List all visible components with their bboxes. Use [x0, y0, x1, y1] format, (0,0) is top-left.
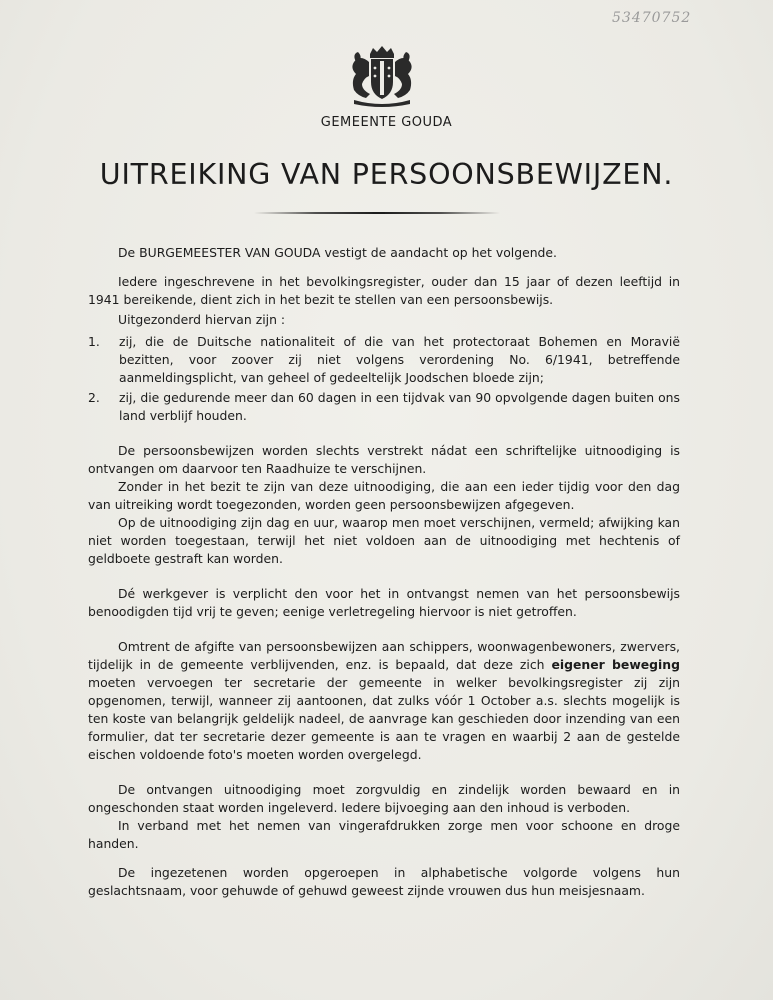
list-item [88, 389, 680, 425]
municipality-heading: GEMEENTE GOUDA [320, 115, 453, 130]
notice-body [88, 244, 680, 900]
intro-text: vestigt de aandacht op het volgende. [324, 245, 557, 260]
page-title: UITREIKING VAN PERSOONSBEWIJZEN. [99, 158, 674, 191]
paragraph-alphabetical: De ingezetenen worden opgeroepen in alphabetische volgorde volgens hun geslachtsnaam, voor gehuwde of gehuwd geweest zijnde vrouwen dus hun meisjesnaam. [88, 865, 680, 898]
paragraph-fingerprints: In verband met het nemen van vingerafdrukken zorge men voor schoone en droge handen. [88, 818, 680, 851]
skippers-text-a: Omtrent de afgifte van persoonsbewijzen aan schippers, woonwagenbewoners, zwervers, tijdelijk in de gemeente verblijvenden, enz. is bepaald, dat deze zich [88, 639, 680, 672]
list-number: 1. [88, 334, 100, 349]
paragraph-date-time: Op de uitnoodiging zijn dag en uur, waarop men moet verschijnen, vermeld; afwijking kan niet worden toegestaan, terwijl het niet voldoen aan de uitnoodiging met hechtenis of geldboete gestraft kan worden. [88, 515, 680, 566]
skippers-text-b: moeten vervoegen ter secretarie der gemeente in welker bevolkingsregister zij zijn opgenomen, terwijl, wanneer zij aantoonen, dat zulks vóór 1 October a.s. slechts mogelijk is ten koste van belangrijk geldelijk nadeel, de aanvrage kan geschieden door inzending van een formulier, dat ter secretarie dezer gemeente is aan te vragen en waarbij 2 aan de gestelde eischen voldoende foto's moeten worden overgelegd. [88, 675, 680, 762]
paragraph-exemptions-heading: Uitgezonderd hiervan zijn : [118, 312, 286, 327]
paragraph-invitation: De persoonsbewijzen worden slechts verstrekt nádat een schriftelijke uitnoodiging is ontvangen om daarvoor ten Raadhuize te verschijnen. [88, 443, 680, 476]
gouda-coat-of-arms-icon [342, 44, 422, 110]
mayor-name: BURGEMEESTER VAN GOUDA [139, 245, 321, 260]
list-number: 2. [88, 390, 100, 405]
paragraph-keep-invitation: De ontvangen uitnoodiging moet zorgvuldig en zindelijk worden bewaard en in ongeschonden staat worden ingeleverd. Iedere bijvoeging aan den inhoud is verboden. [88, 782, 680, 815]
handwritten-archive-number: 53470752 [612, 10, 692, 26]
paragraph-skippers [88, 638, 680, 764]
title-divider [254, 211, 500, 215]
list-item [88, 333, 680, 387]
list-text: zij, die de Duitsche nationaliteit of die van het protectoraat Bohemen en Moravië bezitten, voor zoover zij niet volgens verordening No. 6/1941, betreffende aanmeldingsplicht, van geheel of gedeeltelijk Joodschen bloede zijn; [119, 334, 680, 385]
list-text: zij, die gedurende meer dan 60 dagen in een tijdvak van 90 opvolgende dagen buiten ons land verblijf houden. [119, 390, 680, 423]
intro-prefix: De [118, 245, 136, 260]
paragraph-without-invitation: Zonder in het bezit te zijn van deze uitnoodiging, die aan een ieder tijdig voor den dag van uitreiking wordt toegezonden, worden geen persoonsbewijzen afgegeven. [88, 479, 680, 512]
paragraph-intro [88, 244, 680, 262]
skippers-emphasis: eigener beweging [551, 657, 680, 672]
paragraph-employer: Dé werkgever is verplicht den voor het in ontvangst nemen van het persoonsbewijs benoodigden tijd vrij te geven; eenige verletregeling hiervoor is niet getroffen. [88, 586, 680, 619]
paragraph-requirement: Iedere ingeschrevene in het bevolkingsregister, ouder dan 15 jaar of dezen leeftijd in 1941 bereikende, dient zich in het bezit te stellen van een persoonsbewijs. [88, 274, 680, 307]
